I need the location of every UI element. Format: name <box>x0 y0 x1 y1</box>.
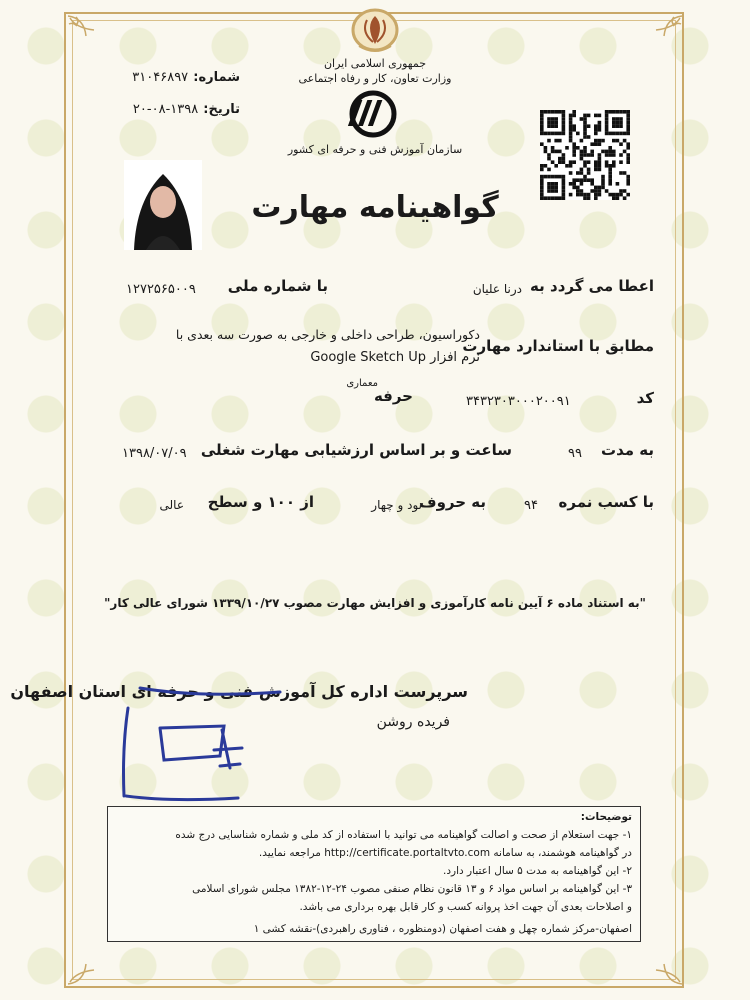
national-id-label: با شماره ملی <box>227 277 328 295</box>
corner-flower-icon <box>66 14 102 40</box>
signatory-name: فریده روشن <box>376 714 450 730</box>
code-value: ۳۴۳۲۳۰۳۰۰۰۲۰۰۹۱ <box>466 394 571 409</box>
score-words-value: نود و چهار <box>371 498 422 512</box>
signature-scribble <box>110 668 310 808</box>
score-value: ۹۴ <box>524 498 538 513</box>
notes-box <box>107 806 641 942</box>
level-value: عالی <box>159 498 184 512</box>
certificate-title: گواهینامه مهارت <box>251 190 499 225</box>
tvto-logo-icon <box>344 90 402 138</box>
corner-flower-icon <box>66 960 102 986</box>
corner-flower-icon <box>648 960 684 986</box>
standard-value-line2: نرم افزار Google Sketch Up <box>310 350 480 365</box>
header-ministry: وزارت تعاون، کار و رفاه اجتماعی <box>298 72 452 85</box>
note-address: اصفهان-مرکز شماره چهل و هفت اصفهان (دومنظوره ، فناوری راهبردی)-نقشه کشی ۱ <box>253 923 632 935</box>
duration-label: به مدت <box>601 441 654 459</box>
note-line-3: ۲- این گواهینامه به مدت ۵ سال اعتبار دارد. <box>443 865 632 877</box>
standard-label: مطابق با استاندارد مهارت <box>462 337 654 355</box>
notes-title: توضیحات: <box>580 811 632 823</box>
note-line-1: ۱- جهت استعلام از صحت و اصالت گواهینامه می توانید با استفاده از کد ملی و شماره شناسایی درج شده <box>175 829 632 841</box>
iran-emblem-icon <box>345 6 405 58</box>
number-label: شماره: <box>193 70 240 85</box>
duration-value: ۹۹ <box>568 446 582 461</box>
signatory-position: سرپرست اداره کل آموزش فنی و حرفه ای استان اصفهان <box>10 682 468 701</box>
exam-date: ۱۳۹۸/۰۷/۰۹ <box>122 446 187 461</box>
code-label: کد <box>636 389 654 407</box>
note-line-5: و اصلاحات بعدی آن جهت اخذ پروانه کسب و کار قابل بهره برداری می باشد. <box>299 901 632 913</box>
note-line-4: ۳- این گواهینامه بر اساس مواد ۶ و ۱۳ قانون نظام صنفی مصوب ۲۴-۱۲-۱۳۸۲ مجلس شورای اسلامی <box>192 883 632 895</box>
certificate-number <box>132 66 240 85</box>
qr-code-icon <box>540 110 630 200</box>
header-organization: سازمان آموزش فنی و حرفه ای کشور <box>287 143 463 156</box>
score-label: با کسب نمره <box>558 493 654 511</box>
header-country: جمهوری اسلامی ایران <box>323 57 427 70</box>
granted-value: درنا علیان <box>472 282 522 296</box>
profession-value: معماری <box>346 378 378 389</box>
number-value: ۳۱۰۴۶۸۹۷ <box>132 70 189 85</box>
legal-note: "به استناد ماده ۶ آیین نامه کارآموزی و افزایش مهارت مصوب ۱۳۳۹/۱۰/۲۷ شورای عالی کار" <box>104 596 646 610</box>
max-score-label: از ۱۰۰ و سطح <box>207 493 314 511</box>
profession-label: حرفه <box>373 387 413 405</box>
national-id-value: ۱۲۷۲۵۶۵۰۰۹ <box>126 282 196 297</box>
granted-label: اعطا می گردد به <box>530 277 654 295</box>
date-value: ۱۳۹۸-۰۸-۲۰ <box>132 102 199 117</box>
standard-value-line1: دکوراسیون، طراحی داخلی و خارجی به صورت سه بعدی با <box>175 327 480 342</box>
note-line-2: در گواهینامه هوشمند، به سامانه http://certificate.portaltvto.com مراجعه نمایید. <box>258 847 632 859</box>
hours-label: ساعت و بر اساس ارزشیابی مهارت شغلی <box>200 441 512 459</box>
corner-flower-icon <box>648 14 684 40</box>
certificate-date <box>133 98 240 117</box>
date-label: تاریخ: <box>203 102 240 117</box>
score-words-label: به حروف <box>419 493 486 511</box>
